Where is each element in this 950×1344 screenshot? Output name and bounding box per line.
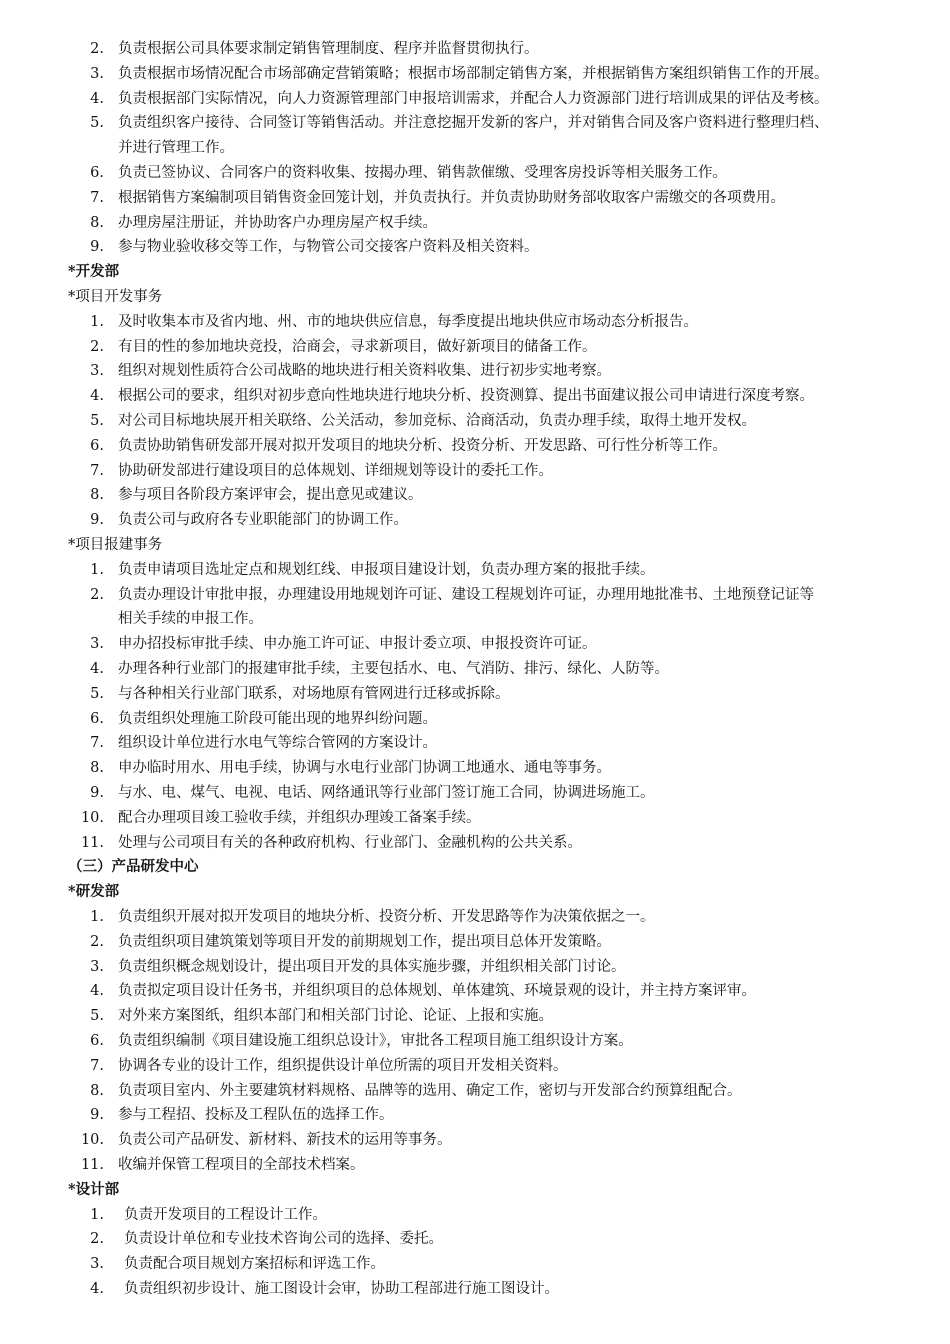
list-item <box>0 1205 950 1225</box>
list-item <box>0 485 950 505</box>
item-number: 7. <box>90 462 104 479</box>
item-number: 3. <box>90 65 104 82</box>
list-item <box>0 957 950 977</box>
item-text: 办理房屋注册证，并协助客户办理房屋产权手续。 <box>118 214 437 231</box>
list-item <box>0 361 950 381</box>
item-number: 7. <box>90 189 104 206</box>
item-number: 2. <box>90 586 104 603</box>
list-item <box>0 833 950 853</box>
item-text: 配合办理项目竣工验收手续，并组织办理竣工备案手续。 <box>118 809 481 826</box>
list-item <box>0 808 950 828</box>
list-item <box>0 64 950 84</box>
item-number: 4. <box>90 983 104 1000</box>
item-text: 组织设计单位进行水电气等综合管网的方案设计。 <box>118 735 437 752</box>
item-number: 4. <box>90 388 104 405</box>
item-number: 3. <box>90 636 104 653</box>
item-number: 11. <box>80 834 104 851</box>
item-text: 负责根据市场情况配合市场部确定营销策略；根据市场部制定销售方案，并根据销售方案组织销售工作的开展。 <box>118 65 829 82</box>
item-number: 9. <box>90 239 104 256</box>
item-text: 负责组织处理施工阶段可能出现的地界纠纷问题。 <box>118 710 437 727</box>
item-number: 8. <box>90 487 104 504</box>
item-number: 1. <box>90 313 104 330</box>
list-item <box>0 337 950 357</box>
item-text: 负责组织客户接待、合同签订等销售活动。并注意挖掘开发新的客户，并对销售合同及客户资料进行整理归档、 <box>118 115 829 132</box>
item-text: 处理与公司项目有关的各种政府机构、行业部门、金融机构的公共关系。 <box>118 834 582 851</box>
subsection-heading <box>0 287 950 307</box>
item-text: 参与物业验收移交等工作，与物管公司交接客户资料及相关资料。 <box>118 239 539 256</box>
item-text: 负责项目室内、外主要建筑材料规格、品牌等的选用、确定工作，密切与开发部合约预算组配合。 <box>118 1082 742 1099</box>
item-number: 2. <box>90 933 104 950</box>
list-item <box>0 560 950 580</box>
item-text: 负责设计单位和专业技术咨询公司的选择、委托。 <box>124 1231 443 1248</box>
item-text: 负责拟定项目设计任务书，并组织项目的总体规划、单体建筑、环境景观的设计，并主持方案评审。 <box>118 983 756 1000</box>
list-item <box>0 1006 950 1026</box>
item-number: 10. <box>80 1132 104 1149</box>
item-text: 负责组织项目建筑策划等项目开发的前期规划工作，提出项目总体开发策略。 <box>118 933 611 950</box>
item-number: 1. <box>90 909 104 925</box>
item-number: 7. <box>90 735 104 752</box>
list-item <box>0 213 950 233</box>
item-text: 负责已签协议、合同客户的资料收集、按揭办理、销售款催缴、受理客房投诉等相关服务工作。 <box>118 165 727 181</box>
list-item <box>0 436 950 456</box>
section-heading <box>0 882 950 902</box>
section-heading <box>0 1180 950 1200</box>
list-item <box>0 1130 950 1150</box>
subsection-heading <box>0 535 950 555</box>
list-item <box>0 1081 950 1101</box>
item-text: 参与项目各阶段方案评审会，提出意见或建议。 <box>118 487 423 504</box>
item-text: 负责公司产品研发、新材料、新技术的运用等事务。 <box>118 1132 452 1149</box>
list-item <box>0 89 950 109</box>
list-item <box>0 1056 950 1076</box>
item-number: 9. <box>90 512 104 529</box>
list-item <box>0 1155 950 1175</box>
item-text: 对外来方案图纸，组织本部门和相关部门讨论、论证、上报和实施。 <box>118 1008 553 1025</box>
item-text: 负责开发项目的工程设计工作。 <box>124 1206 327 1223</box>
heading-text: *设计部 <box>68 1180 120 1198</box>
item-number: 10. <box>80 809 104 826</box>
item-number: 4. <box>90 661 104 677</box>
item-text: 负责组织开展对拟开发项目的地块分析、投资分析、开发思路等作为决策依据之一。 <box>118 909 655 925</box>
item-number: 5. <box>90 115 104 132</box>
item-number: 4. <box>90 1281 104 1297</box>
item-text: 协助研发部进行建设项目的总体规划、详细规划等设计的委托工作。 <box>118 462 553 479</box>
list-item <box>0 312 950 332</box>
item-number: 8. <box>90 214 104 231</box>
list-item <box>0 932 950 952</box>
item-text: 有目的性的参加地块竞投，洽商会，寻求新项目，做好新项目的储备工作。 <box>118 338 597 355</box>
item-text: 申办招投标审批手续、申办施工许可证、申报计委立项、申报投资许可证。 <box>118 636 597 653</box>
heading-text: *项目报建事务 <box>68 537 163 553</box>
list-item <box>0 1279 950 1299</box>
item-number: 2. <box>90 41 104 57</box>
heading-text: （三）产品研发中心 <box>68 858 199 876</box>
list-item <box>0 39 950 59</box>
item-number: 5. <box>90 685 104 702</box>
item-text: 协调各专业的设计工作，组织提供设计单位所需的项目开发相关资料。 <box>118 1057 568 1074</box>
item-text: 负责协助销售研发部开展对拟开发项目的地块分析、投资分析、开发思路、可行性分析等工作。 <box>118 437 727 454</box>
item-text: 负责根据公司具体要求制定销售管理制度、程序并监督贯彻执行。 <box>118 41 539 57</box>
section-heading <box>0 857 950 877</box>
item-text: 根据销售方案编制项目销售资金回笼计划，并负责执行。并负责协助财务部收取客户需缴交的各项费用。 <box>118 189 785 206</box>
item-text: 负责配合项目规划方案招标和评选工作。 <box>124 1256 385 1273</box>
item-number: 5. <box>90 413 104 429</box>
heading-text: *研发部 <box>68 883 120 901</box>
item-text: 对公司目标地块展开相关联络、公关活动，参加竞标、洽商活动，负责办理手续，取得土地开发权。 <box>118 413 756 429</box>
item-text: 申办临时用水、用电手续，协调与水电行业部门协调工地通水、通电等事务。 <box>118 760 611 777</box>
list-item <box>0 188 950 208</box>
item-number: 5. <box>90 1008 104 1025</box>
list-item <box>0 634 950 654</box>
list-item <box>0 411 950 431</box>
list-item <box>0 585 950 605</box>
item-number: 4. <box>90 90 104 107</box>
item-number: 8. <box>90 760 104 777</box>
item-text: 办理各种行业部门的报建审批手续，主要包括水、电、气消防、排污、绿化、人防等。 <box>118 661 669 677</box>
item-text: 负责组织概念规划设计，提出项目开发的具体实施步骤，并组织相关部门讨论。 <box>118 958 626 975</box>
item-number: 9. <box>90 785 104 801</box>
item-text: 与各种相关行业部门联系，对场地原有管网进行迁移或拆除。 <box>118 685 510 702</box>
heading-text: *项目开发事务 <box>68 289 163 305</box>
item-number: 6. <box>90 710 104 727</box>
list-item <box>0 981 950 1001</box>
section-heading <box>0 262 950 282</box>
item-text-continuation: 并进行管理工作。 <box>118 140 234 157</box>
list-item <box>0 907 950 927</box>
item-text: 负责组织编制《项目建设施工组织总设计》，审批各工程项目施工组织设计方案。 <box>118 1033 633 1049</box>
heading-text: *开发部 <box>68 263 120 281</box>
list-item <box>0 386 950 406</box>
list-item <box>0 733 950 753</box>
list-item <box>0 783 950 803</box>
item-number: 6. <box>90 437 104 454</box>
list-item <box>0 163 950 183</box>
list-item-continuation <box>0 609 950 629</box>
item-number: 1. <box>90 1206 104 1223</box>
list-item <box>0 461 950 481</box>
list-item <box>0 237 950 257</box>
item-text: 及时收集本市及省内地、州、市的地块供应信息，每季度提出地块供应市场动态分析报告。 <box>118 313 698 330</box>
item-number: 2. <box>90 1231 104 1248</box>
item-number: 1. <box>90 561 104 578</box>
list-item <box>0 510 950 530</box>
list-item <box>0 709 950 729</box>
item-text: 负责公司与政府各专业职能部门的协调工作。 <box>118 512 408 529</box>
item-number: 6. <box>90 165 104 181</box>
item-text: 参与工程招、投标及工程队伍的选择工作。 <box>118 1107 394 1124</box>
item-number: 6. <box>90 1033 104 1049</box>
list-item <box>0 1031 950 1051</box>
item-text: 负责申请项目选址定点和规划红线、申报项目建设计划，负责办理方案的报批手续。 <box>118 561 655 578</box>
list-item <box>0 684 950 704</box>
item-number: 3. <box>90 363 104 380</box>
list-item <box>0 1105 950 1125</box>
item-text: 收编并保管工程项目的全部技术档案。 <box>118 1157 365 1173</box>
item-text: 负责办理设计审批申报，办理建设用地规划许可证、建设工程规划许可证，办理用地批准书、土地预登记证等 <box>118 586 814 603</box>
list-item <box>0 659 950 679</box>
item-text: 负责根据部门实际情况，向人力资源管理部门申报培训需求，并配合人力资源部门进行培训成果的评估及考核。 <box>118 90 829 107</box>
item-number: 7. <box>90 1057 104 1074</box>
list-item <box>0 758 950 778</box>
item-number: 11. <box>80 1157 104 1173</box>
item-number: 3. <box>90 1256 104 1273</box>
list-item <box>0 1229 950 1249</box>
list-item <box>0 113 950 133</box>
item-number: 9. <box>90 1107 104 1124</box>
item-number: 8. <box>90 1082 104 1099</box>
item-text: 与水、电、煤气、电视、电话、网络通讯等行业部门签订施工合同，协调进场施工。 <box>118 785 655 801</box>
list-item <box>0 1254 950 1274</box>
item-text-continuation: 相关手续的申报工作。 <box>118 611 263 628</box>
item-text: 负责组织初步设计、施工图设计会审，协助工程部进行施工图设计。 <box>124 1281 559 1297</box>
item-text: 组织对规划性质符合公司战略的地块进行相关资料收集、进行初步实地考察。 <box>118 363 611 380</box>
item-number: 3. <box>90 958 104 975</box>
list-item-continuation <box>0 138 950 158</box>
item-text: 根据公司的要求，组织对初步意向性地块进行地块分析、投资测算、提出书面建议报公司申请进行深度考察。 <box>118 388 814 405</box>
item-number: 2. <box>90 338 104 355</box>
